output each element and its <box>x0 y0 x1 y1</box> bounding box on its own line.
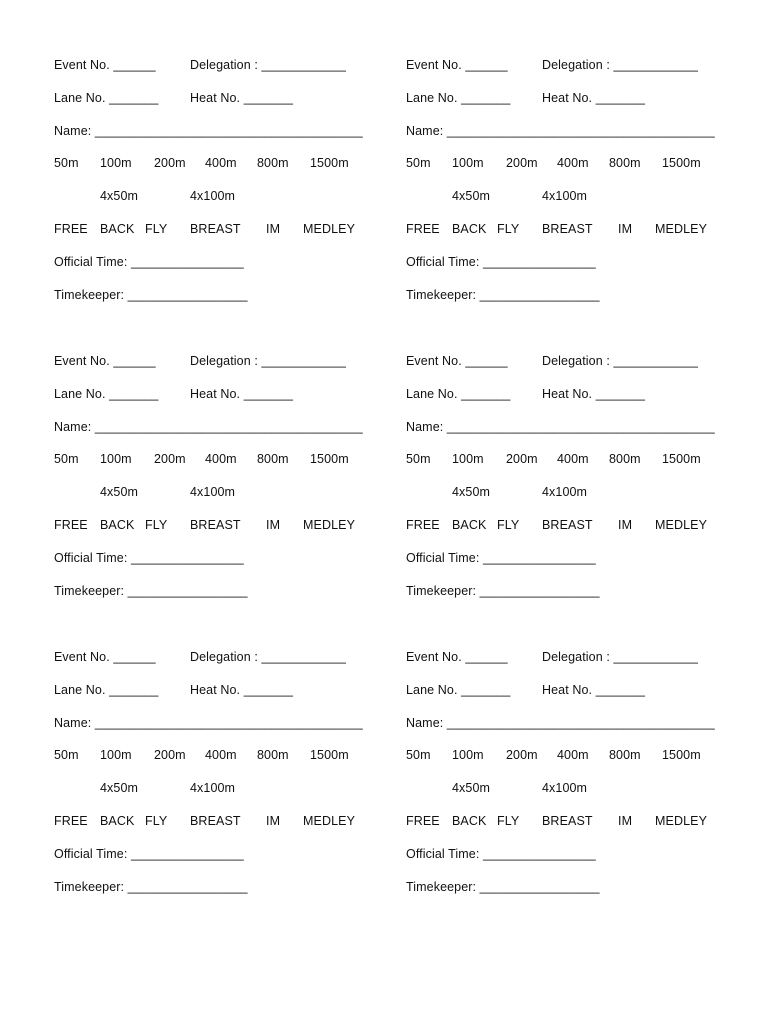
stroke-option-free[interactable]: FREE <box>54 518 88 532</box>
distance-option-1500m[interactable]: 1500m <box>310 748 349 762</box>
stroke-option-fly[interactable]: FLY <box>497 518 520 532</box>
heat-number-field[interactable]: Heat No. _______ <box>190 683 294 697</box>
timing-card <box>406 57 746 317</box>
delegation-field[interactable]: Delegation : ____________ <box>190 354 347 368</box>
stroke-option-free[interactable]: FREE <box>54 222 88 236</box>
stroke-option-im[interactable]: IM <box>618 518 633 532</box>
stroke-option-medley[interactable]: MEDLEY <box>303 814 356 828</box>
stroke-option-medley[interactable]: MEDLEY <box>303 518 356 532</box>
stroke-option-medley[interactable]: MEDLEY <box>655 814 708 828</box>
distance-option-800m[interactable]: 800m <box>257 748 289 762</box>
stroke-option-fly[interactable]: FLY <box>497 814 520 828</box>
heat-number-field[interactable]: Heat No. _______ <box>190 91 294 105</box>
relay-option-4x100m[interactable]: 4x100m <box>542 781 588 795</box>
lane-number-field[interactable]: Lane No. _______ <box>54 91 159 105</box>
name-field[interactable]: Name: ______________________________________ <box>54 420 363 434</box>
stroke-option-breast[interactable]: BREAST <box>542 518 593 532</box>
stroke-option-back[interactable]: BACK <box>452 518 487 532</box>
relay-option-4x50m[interactable]: 4x50m <box>100 189 139 203</box>
stroke-option-im[interactable]: IM <box>618 222 633 236</box>
distance-option-400m[interactable]: 400m <box>557 748 589 762</box>
official-time-field[interactable]: Official Time: ________________ <box>54 551 244 565</box>
stroke-option-breast[interactable]: BREAST <box>542 814 593 828</box>
timing-card <box>406 649 746 909</box>
distance-option-100m[interactable]: 100m <box>100 452 132 466</box>
heat-number-field[interactable]: Heat No. _______ <box>542 387 646 401</box>
timing-card <box>406 353 746 613</box>
distance-option-50m[interactable]: 50m <box>54 452 79 466</box>
relay-option-4x50m[interactable]: 4x50m <box>452 781 491 795</box>
stroke-option-medley[interactable]: MEDLEY <box>655 222 708 236</box>
distance-option-100m[interactable]: 100m <box>100 156 132 170</box>
heat-number-field[interactable]: Heat No. _______ <box>542 91 646 105</box>
stroke-option-free[interactable]: FREE <box>406 222 440 236</box>
stroke-option-im[interactable]: IM <box>266 222 281 236</box>
stroke-option-free[interactable]: FREE <box>406 814 440 828</box>
event-number-field[interactable]: Event No. ______ <box>406 650 508 664</box>
timing-card <box>54 57 394 317</box>
event-number-field[interactable]: Event No. ______ <box>54 58 156 72</box>
name-field[interactable]: Name: ______________________________________ <box>406 124 715 138</box>
stroke-option-im[interactable]: IM <box>266 518 281 532</box>
timekeeper-field[interactable]: Timekeeper: _________________ <box>406 288 600 302</box>
lane-number-field[interactable]: Lane No. _______ <box>54 683 159 697</box>
distance-option-100m[interactable]: 100m <box>452 452 484 466</box>
stroke-option-free[interactable]: FREE <box>406 518 440 532</box>
relay-option-4x50m[interactable]: 4x50m <box>100 781 139 795</box>
distance-option-800m[interactable]: 800m <box>609 452 641 466</box>
stroke-option-free[interactable]: FREE <box>54 814 88 828</box>
stroke-option-im[interactable]: IM <box>266 814 281 828</box>
distance-option-50m[interactable]: 50m <box>54 156 79 170</box>
stroke-option-back[interactable]: BACK <box>100 814 135 828</box>
stroke-option-fly[interactable]: FLY <box>145 222 168 236</box>
distance-option-1500m[interactable]: 1500m <box>662 748 701 762</box>
distance-option-1500m[interactable]: 1500m <box>310 452 349 466</box>
distance-option-50m[interactable]: 50m <box>406 748 431 762</box>
stroke-option-back[interactable]: BACK <box>452 222 487 236</box>
relay-option-4x50m[interactable]: 4x50m <box>452 189 491 203</box>
lane-number-field[interactable]: Lane No. _______ <box>406 91 511 105</box>
stroke-option-fly[interactable]: FLY <box>145 814 168 828</box>
lane-number-field[interactable]: Lane No. _______ <box>406 683 511 697</box>
heat-number-field[interactable]: Heat No. _______ <box>542 683 646 697</box>
timing-card <box>54 353 394 613</box>
official-time-field[interactable]: Official Time: ________________ <box>54 255 244 269</box>
stroke-option-fly[interactable]: FLY <box>145 518 168 532</box>
distance-option-400m[interactable]: 400m <box>205 748 237 762</box>
distance-option-50m[interactable]: 50m <box>406 156 431 170</box>
lane-number-field[interactable]: Lane No. _______ <box>54 387 159 401</box>
distance-option-800m[interactable]: 800m <box>609 156 641 170</box>
distance-option-200m[interactable]: 200m <box>506 748 538 762</box>
distance-option-400m[interactable]: 400m <box>557 156 589 170</box>
distance-option-50m[interactable]: 50m <box>54 748 79 762</box>
official-time-field[interactable]: Official Time: ________________ <box>54 847 244 861</box>
timekeeper-field[interactable]: Timekeeper: _________________ <box>54 288 248 302</box>
delegation-field[interactable]: Delegation : ____________ <box>542 58 699 72</box>
stroke-option-breast[interactable]: BREAST <box>190 518 241 532</box>
event-number-field[interactable]: Event No. ______ <box>54 650 156 664</box>
delegation-field[interactable]: Delegation : ____________ <box>190 58 347 72</box>
distance-option-1500m[interactable]: 1500m <box>662 156 701 170</box>
distance-option-800m[interactable]: 800m <box>609 748 641 762</box>
stroke-option-breast[interactable]: BREAST <box>190 222 241 236</box>
official-time-field[interactable]: Official Time: ________________ <box>406 847 596 861</box>
official-time-field[interactable]: Official Time: ________________ <box>406 255 596 269</box>
distance-option-200m[interactable]: 200m <box>154 748 186 762</box>
stroke-option-breast[interactable]: BREAST <box>542 222 593 236</box>
stroke-option-back[interactable]: BACK <box>100 222 135 236</box>
distance-option-100m[interactable]: 100m <box>100 748 132 762</box>
event-number-field[interactable]: Event No. ______ <box>406 354 508 368</box>
relay-option-4x100m[interactable]: 4x100m <box>542 485 588 499</box>
relay-option-4x100m[interactable]: 4x100m <box>190 781 236 795</box>
distance-option-400m[interactable]: 400m <box>205 452 237 466</box>
delegation-field[interactable]: Delegation : ____________ <box>542 650 699 664</box>
name-field[interactable]: Name: ______________________________________ <box>54 716 363 730</box>
timekeeper-field[interactable]: Timekeeper: _________________ <box>54 880 248 894</box>
relay-option-4x100m[interactable]: 4x100m <box>190 189 236 203</box>
event-number-field[interactable]: Event No. ______ <box>406 58 508 72</box>
distance-option-800m[interactable]: 800m <box>257 156 289 170</box>
timekeeper-field[interactable]: Timekeeper: _________________ <box>54 584 248 598</box>
name-field[interactable]: Name: ______________________________________ <box>406 716 715 730</box>
stroke-option-medley[interactable]: MEDLEY <box>303 222 356 236</box>
event-number-field[interactable]: Event No. ______ <box>54 354 156 368</box>
distance-option-1500m[interactable]: 1500m <box>310 156 349 170</box>
stroke-option-back[interactable]: BACK <box>452 814 487 828</box>
official-time-field[interactable]: Official Time: ________________ <box>406 551 596 565</box>
distance-option-400m[interactable]: 400m <box>205 156 237 170</box>
relay-option-4x50m[interactable]: 4x50m <box>452 485 491 499</box>
name-field[interactable]: Name: ______________________________________ <box>406 420 715 434</box>
name-field[interactable]: Name: ______________________________________ <box>54 124 363 138</box>
distance-option-200m[interactable]: 200m <box>506 156 538 170</box>
distance-option-800m[interactable]: 800m <box>257 452 289 466</box>
distance-option-100m[interactable]: 100m <box>452 748 484 762</box>
relay-option-4x50m[interactable]: 4x50m <box>100 485 139 499</box>
delegation-field[interactable]: Delegation : ____________ <box>190 650 347 664</box>
distance-option-200m[interactable]: 200m <box>154 452 186 466</box>
stroke-option-medley[interactable]: MEDLEY <box>655 518 708 532</box>
distance-option-200m[interactable]: 200m <box>154 156 186 170</box>
stroke-option-fly[interactable]: FLY <box>497 222 520 236</box>
distance-option-100m[interactable]: 100m <box>452 156 484 170</box>
timekeeper-field[interactable]: Timekeeper: _________________ <box>406 880 600 894</box>
stroke-option-back[interactable]: BACK <box>100 518 135 532</box>
distance-option-50m[interactable]: 50m <box>406 452 431 466</box>
heat-number-field[interactable]: Heat No. _______ <box>190 387 294 401</box>
lane-number-field[interactable]: Lane No. _______ <box>406 387 511 401</box>
relay-option-4x100m[interactable]: 4x100m <box>542 189 588 203</box>
relay-option-4x100m[interactable]: 4x100m <box>190 485 236 499</box>
timing-card <box>54 649 394 909</box>
distance-option-400m[interactable]: 400m <box>557 452 589 466</box>
stroke-option-im[interactable]: IM <box>618 814 633 828</box>
distance-option-1500m[interactable]: 1500m <box>662 452 701 466</box>
distance-option-200m[interactable]: 200m <box>506 452 538 466</box>
delegation-field[interactable]: Delegation : ____________ <box>542 354 699 368</box>
stroke-option-breast[interactable]: BREAST <box>190 814 241 828</box>
timekeeper-field[interactable]: Timekeeper: _________________ <box>406 584 600 598</box>
